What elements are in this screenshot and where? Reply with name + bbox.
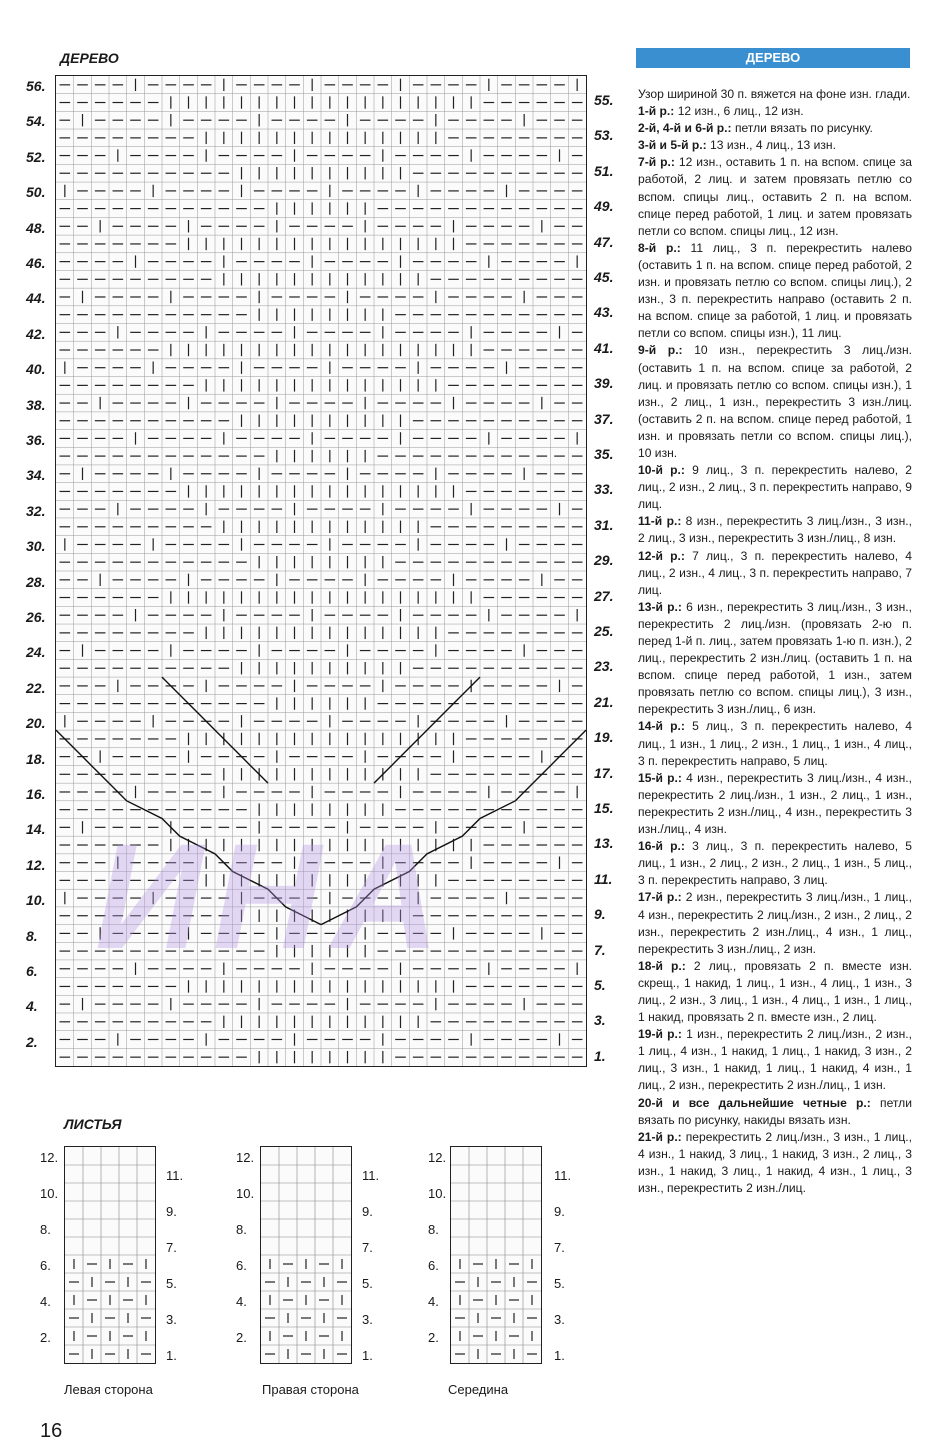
watermark: ИНА [95,812,450,980]
instruction-row [638,718,912,769]
instruction-row [638,548,912,599]
instruction-text: 9 лиц., 3 п. перекрестить налево, 2 лиц., 2 изн., 2 лиц., 3 п. перекрестить направо, 9 лиц. [638,463,912,512]
leaves-right-grid [261,1147,351,1363]
leaves-left-grid [65,1147,155,1363]
leaf-row-number: 3. [362,1312,373,1327]
leaf-row-number: 12. [236,1150,255,1165]
row-number: 10. [26,892,46,909]
instruction-row [638,86,912,103]
row-number: 51. [594,162,614,179]
row-number: 45. [594,269,614,285]
row-number: 7. [594,941,606,958]
leaf-row-number: 7. [554,1240,565,1255]
row-number: 38. [26,396,46,413]
row-number: 16. [26,786,46,802]
row-number: 40. [26,361,46,378]
row-number: 22. [26,679,46,696]
leaf-row-number: 9. [362,1204,373,1219]
instruction-label: 2-й, 4-й и 6-й р.: [638,121,732,136]
leaf-row-number: 11. [166,1168,184,1183]
row-number: 1. [594,1047,606,1064]
row-number: 20. [26,715,46,732]
leaf-row-number: 1. [554,1348,565,1363]
row-number: 14. [26,821,46,838]
leaf-row-number: 7. [166,1240,177,1255]
instruction-label: 13-й р.: [638,599,682,614]
leaf-row-number: 10. [236,1186,255,1201]
instruction-text: 8 изн., перекрестить 3 лиц./изн., 3 изн., 2 лиц., 3 изн., перекрестить 3 изн./лиц., 8 изн. [638,514,913,546]
row-number: 55. [594,92,614,108]
instruction-label: 18-й р.: [638,958,686,973]
instruction-label: 19-й р.: [638,1027,682,1042]
row-number: 12. [26,856,46,873]
leaf-row-number: 10. [428,1186,447,1201]
row-number: 4. [26,998,38,1015]
leaf-row-number: 4. [40,1294,51,1309]
instruction-row [638,462,912,513]
instruction-text: 11 лиц., 3 п. перекрестить налево (оставить 1 п. на вспом. спице перед работой, 2 изн. и провязать петлю со вспом. спицы лиц.), 2 изн., 3 п. перекрестить направо (оставить 2 п. на вспом. спице за работой, 1 лиц. и провязать петли со вспом. спицы изн.), 11 лиц. [638,240,912,341]
instruction-label: 20-й и все дальнейшие четные р.: [638,1095,871,1110]
row-number: 3. [594,1012,606,1029]
leaf-row-number: 12. [428,1150,447,1165]
instruction-text: 2 изн., перекрестить 3 лиц./изн., 1 лиц., 4 изн., перекрестить 2 лиц./изн., 2 изн., 2 лиц., 2 изн., перекрестить 2 изн./лиц., 4 изн., 1 лиц., перекрестить 3 изн./лиц., 2 изн. [638,890,912,956]
leaves-middle-grid [451,1147,541,1363]
caption-left-side: Левая сторона [64,1382,153,1397]
row-number: 2. [26,1033,38,1050]
instruction-text: 4 изн., перекрестить 3 лиц./изн., 4 изн., перекрестить 2 лиц./изн., 1 изн., 2 лиц., 1 изн., перекрестить 2 изн./лиц., 4 изн., перекрестить 3 изн./лиц., 4 изн. [638,770,912,837]
leaf-row-number: 1. [166,1348,177,1363]
instruction-row [638,137,912,154]
instruction-row [638,599,912,719]
tree-pattern-chart [55,75,587,1067]
instruction-text: 12 изн., оставить 1 п. на вспом. спице за работой, 2 лиц. и затем провязать петлю со вспом. спицы лиц., оставить 2 п. на вспом. спице перед работой, 1 лиц. и затем провязать петли со вспом. спицы лиц., 12 изн. [638,155,913,238]
instruction-row [638,240,912,343]
instruction-label: 12-й р.: [638,548,685,563]
instruction-label: 1-й р.: [638,104,675,119]
caption-middle: Середина [448,1382,509,1397]
row-number: 5. [594,977,606,993]
row-number: 41. [594,339,614,356]
row-number: 15. [594,800,614,816]
leaf-row-number: 11. [554,1168,572,1183]
leaves-chart-right [260,1146,352,1364]
row-number: 6. [26,963,38,979]
row-number: 35. [594,446,614,462]
instructions-column [638,86,912,1197]
instruction-label: 7-й р.: [638,155,675,170]
row-number: 21. [594,693,614,710]
leaf-row-number: 5. [166,1276,177,1291]
instruction-row [638,838,912,889]
leaves-chart-middle [450,1146,542,1364]
row-number: 46. [26,255,46,271]
instruction-label: 17-й р.: [638,890,682,905]
instruction-row [638,103,912,120]
leaf-row-number: 9. [554,1204,565,1219]
leaf-row-number: 6. [428,1258,439,1273]
row-number: 49. [594,198,614,215]
row-number: 44. [26,290,46,307]
page-number: 16 [40,1420,63,1442]
leaf-row-number: 8. [40,1222,51,1237]
section-banner: ДЕРЕВО [636,48,910,68]
instruction-text: петли вязать по рисунку. [731,121,873,136]
caption-right-side: Правая сторона [262,1382,359,1397]
instruction-label: 9-й р.: [638,343,683,358]
instruction-row [638,120,912,137]
row-number: 52. [26,148,46,165]
leaf-row-number: 2. [428,1330,439,1345]
instruction-label: 16-й р.: [638,839,685,854]
row-number: 39. [594,375,614,392]
leaves-chart-left [64,1146,156,1364]
row-number: 19. [594,729,614,746]
instruction-row [638,154,912,239]
instruction-text: 6 изн., перекрестить 3 лиц./изн., 3 изн., перекрестить 2 лиц./изн. (провязать 2-ю п. перед 1-й п. лиц., затем провязать 1-ю п. изн.), 2 лиц., перекрестить 2 изн./лиц. (оставить 1 п. на вспом. спице перед работой, 1 изн., затем провязать петлю со вспом. спицы лиц.), 3 изн., перекрестить 3 изн./лиц., 6 изн. [638,599,912,717]
row-number: 34. [26,467,46,484]
instruction-text: 12 изн., 6 лиц., 12 изн. [674,104,804,119]
row-number: 36. [26,432,46,448]
row-number: 24. [26,644,46,661]
row-number: 56. [26,78,46,94]
instruction-label: 14-й р.: [638,719,685,734]
row-number: 11. [594,870,613,887]
leaf-row-number: 2. [40,1330,51,1345]
row-number: 27. [594,587,614,604]
row-number: 17. [594,764,614,781]
instruction-label: 3-й и 5-й р.: [638,138,707,153]
row-number: 53. [594,127,614,144]
instruction-label: 8-й р.: [638,240,681,255]
leaf-row-number: 5. [554,1276,565,1291]
instruction-row [638,1026,912,1094]
row-number: 30. [26,538,46,555]
row-number: 26. [26,609,46,625]
leaf-row-number: 7. [362,1240,373,1255]
row-number: 9. [594,906,606,923]
instruction-text: перекрестить 2 лиц./изн., 3 изн., 1 лиц., 4 изн., 1 накид, 3 лиц., 1 накид, 3 изн., 2 лиц., 3 изн., 1 накид, 3 лиц., 1 накид, 4 изн., 1 лиц., 3 изн., перекрестить 2 изн./лиц. [638,1129,912,1195]
row-number: 31. [594,516,614,533]
leaf-row-number: 6. [236,1258,247,1273]
instruction-label: 11-й р.: [638,514,682,529]
row-number: 47. [594,233,614,250]
leaf-row-number: 12. [40,1150,59,1165]
row-number: 25. [594,623,614,639]
leaf-row-number: 8. [428,1222,439,1237]
leaf-row-number: 2. [236,1330,247,1345]
row-number: 43. [594,304,614,321]
tree-chart-grid [56,76,586,1066]
leaf-row-number: 5. [362,1276,373,1291]
row-number: 13. [594,835,614,852]
row-number: 29. [594,552,614,569]
leaf-row-number: 10. [40,1186,59,1201]
instruction-row [638,889,912,957]
row-number: 18. [26,750,46,767]
leaf-row-number: 3. [166,1312,177,1327]
instruction-row [638,958,912,1026]
row-number: 28. [26,573,46,590]
row-number: 42. [26,325,46,342]
instruction-row [638,1129,912,1197]
leaf-row-number: 8. [236,1222,247,1237]
row-number: 23. [594,658,614,675]
instruction-text: 3 лиц., 3 п. перекрестить налево, 5 лиц., 1 изн., 2 лиц., 2 изн., 2 лиц., 1 изн., 5 лиц., 3 п. перекрестить направо, 3 лиц. [638,839,912,888]
row-number: 54. [26,113,46,130]
leaf-row-number: 9. [166,1204,177,1219]
instruction-text: 2 лиц., провязать 2 п. вместе изн. скрещ., 1 накид, 1 лиц., 1 изн., 4 лиц., 1 изн., 3 лиц., 2 изн., 3 лиц., 1 изн., 4 лиц., 1 изн., 1 лиц., 1 накид, провязать 2 п. вместе изн., 2 лиц. [638,958,912,1025]
row-number: 50. [26,184,46,201]
row-number: 32. [26,502,46,519]
instruction-text: Узор шириной 30 п. вяжется на фоне изн. глади. [638,87,911,101]
row-number: 48. [26,219,46,236]
leaves-title: ЛИСТЬЯ [64,1116,122,1132]
instruction-text: 1 изн., перекрестить 2 лиц./изн., 2 изн., 1 лиц., 4 изн., 1 накид, 1 лиц., 1 накид, 3 изн., 2 лиц., 3 изн., 1 накид, 1 лиц., 1 накид, 4 изн., 1 лиц., 2 изн., перекрестить 2 изн./лиц., 1 изн. [638,1027,912,1093]
instruction-row [638,1095,912,1129]
row-number: 33. [594,481,614,498]
leaf-row-number: 4. [428,1294,439,1309]
row-number: 8. [26,927,38,944]
instruction-text: 10 изн., перекрестить 3 лиц./изн. (оставить 1 п. на вспом. спице за работой, 2 лиц. и провязать петлю со вспом. спицы изн.), 1 изн., 2 лиц., 1 изн., перекрестить 3 изн./лиц. (оставить 2 п. на вспом. спице перед работой, 1 изн. и провязать петли со вспом. спицы лиц.), 10 изн. [638,343,912,460]
instruction-label: 21-й р.: [638,1129,682,1144]
instruction-row [638,513,912,547]
instruction-text: 5 лиц., 3 п. перекрестить налево, 4 лиц., 1 изн., 1 лиц., 2 изн., 1 лиц., 1 изн., 4 лиц., 3 п. перекрестить направо, 5 лиц. [638,719,912,768]
leaf-row-number: 3. [554,1312,565,1327]
leaf-row-number: 4. [236,1294,247,1309]
instruction-label: 15-й р.: [638,770,682,785]
instruction-text: 7 лиц., 3 п. перекрестить налево, 4 лиц., 2 изн., 4 лиц., 3 п. перекрестить направо, 7 лиц. [638,548,912,597]
instruction-label: 10-й р.: [638,463,685,478]
instruction-text: 13 изн., 4 лиц., 13 изн. [706,138,836,153]
chart-title: ДЕРЕВО [60,50,119,66]
leaf-row-number: 11. [362,1168,380,1183]
row-number: 37. [594,410,614,427]
instruction-row [638,342,912,462]
instruction-text: петли вязать по рисунку, накиды вязать изн. [638,1095,912,1127]
instruction-row [638,770,912,838]
leaf-row-number: 6. [40,1258,51,1273]
leaf-row-number: 1. [362,1348,373,1363]
